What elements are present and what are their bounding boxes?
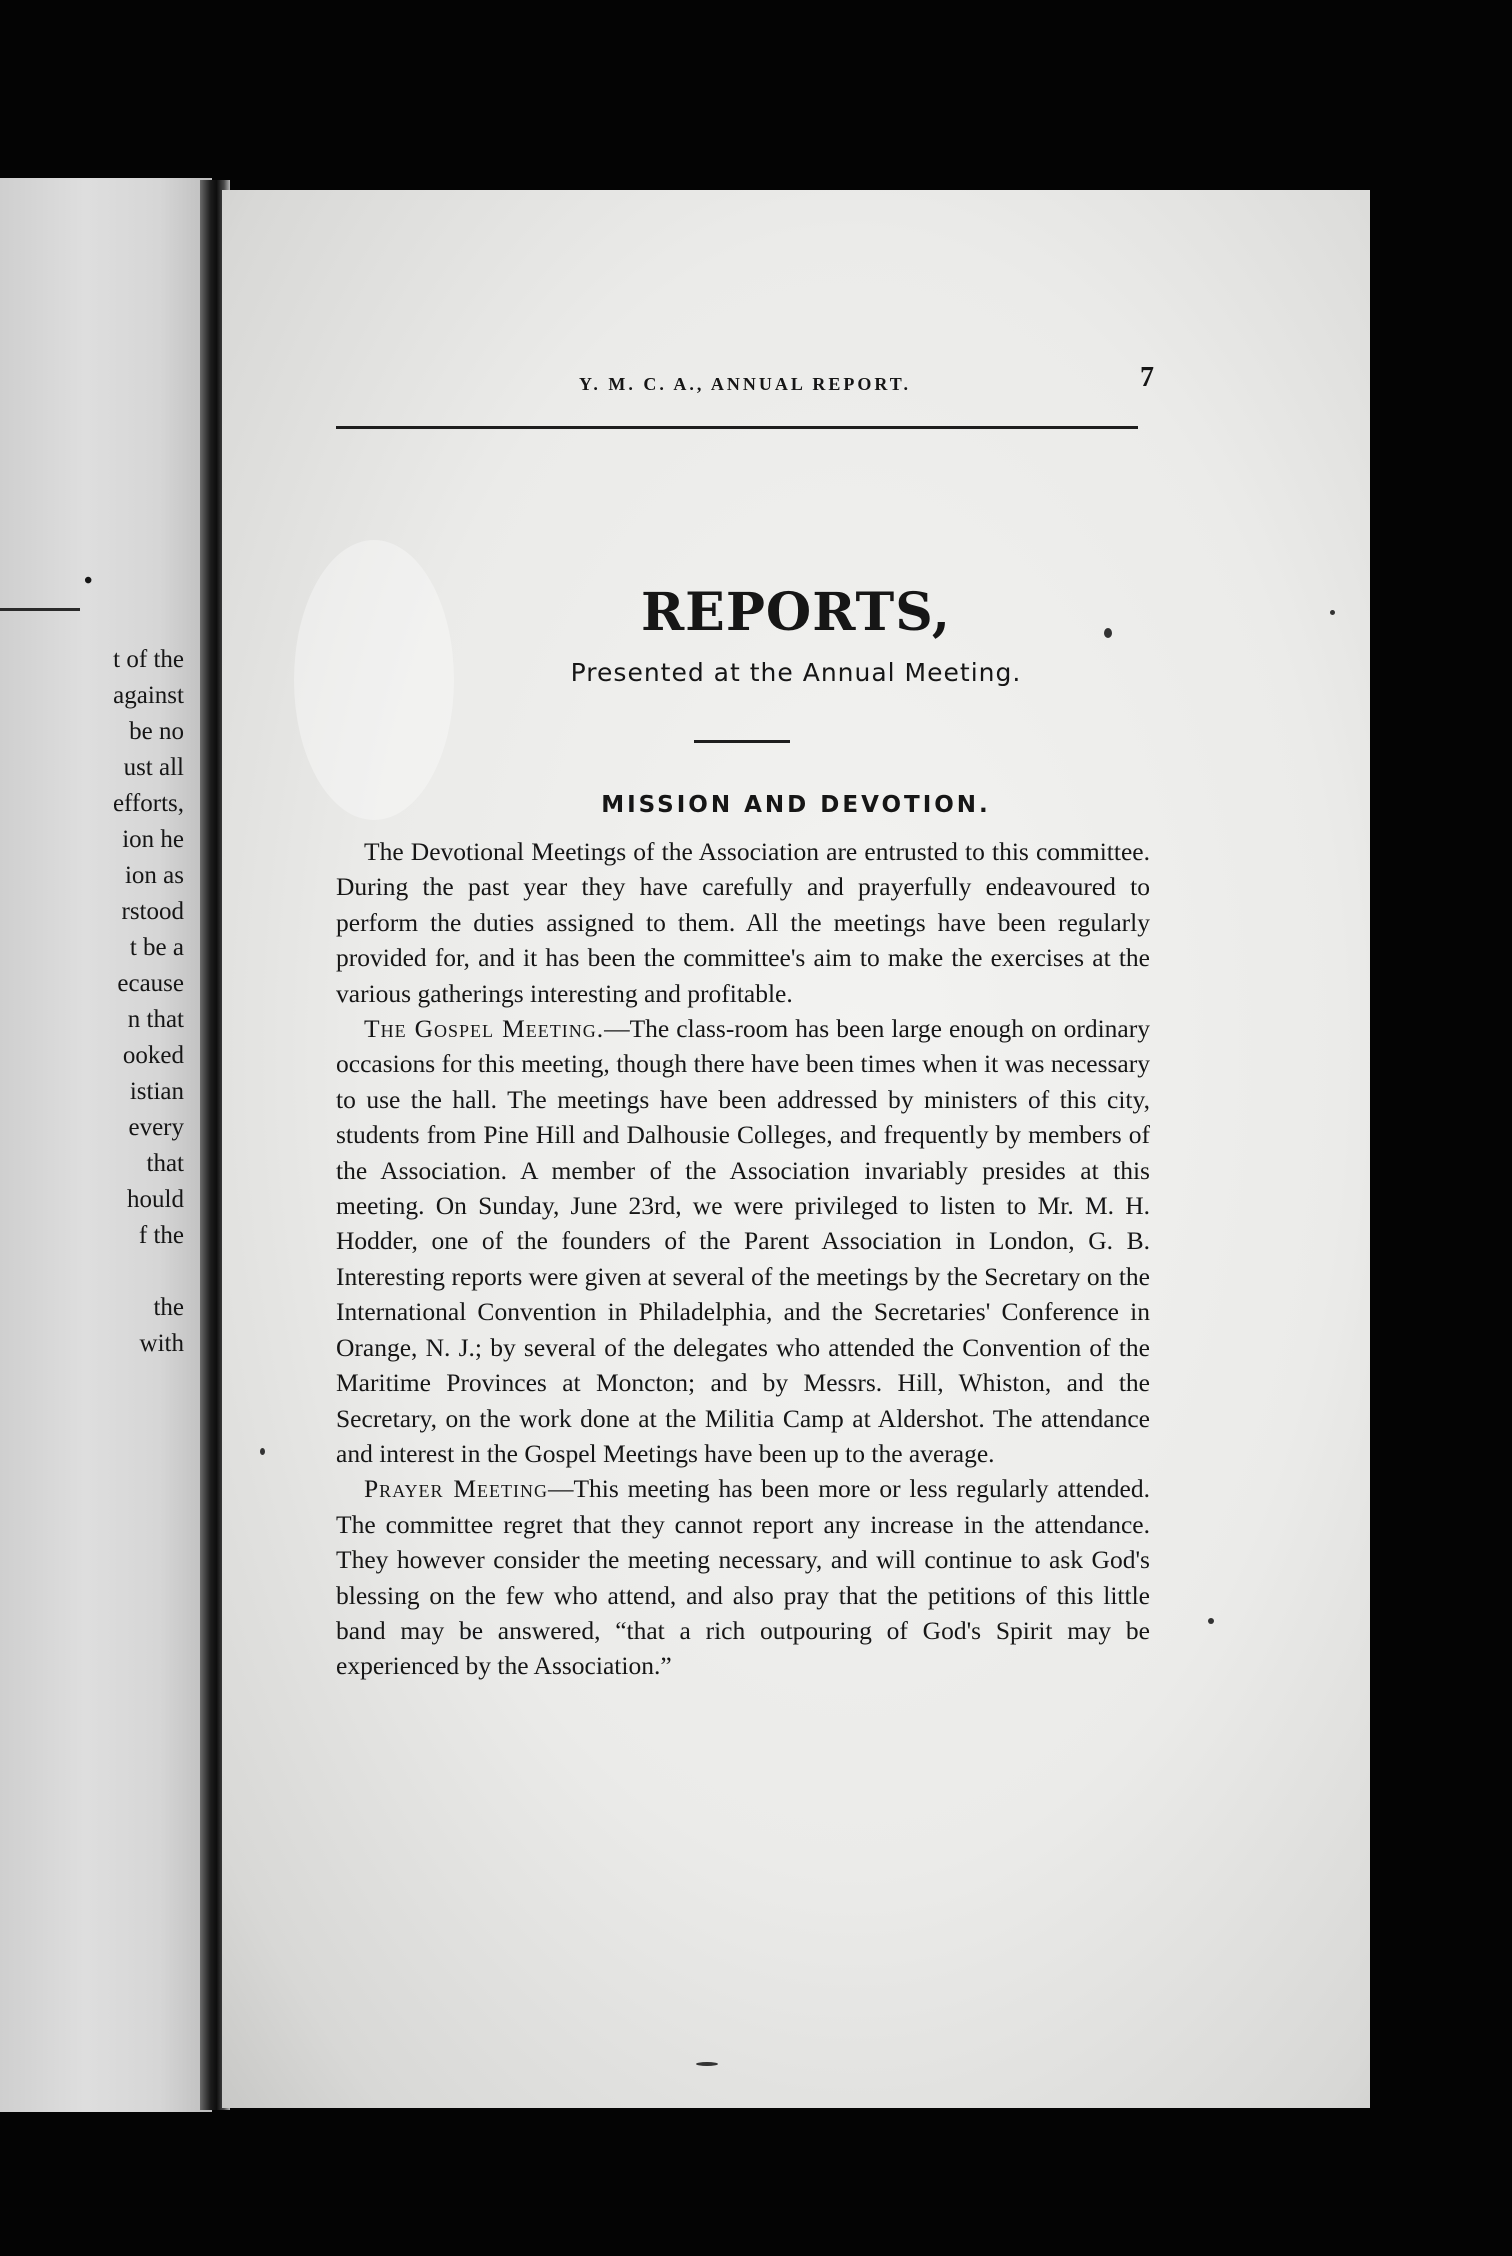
left-page-line: efforts,	[112, 790, 184, 817]
gospel-meeting-text: —The class-room has been large enough on ordinary occasions for this meeting, though there have been times when it was necessary to use the hall. The meetings have been addressed by ministers of this city, students from Pine Hill and Dalhousie Colleges, and frequently by members of the Association. A member of the Association invariably presides at this meeting. On Sunday, June 23rd, we were privileged to listen to Mr. M. H. Hodder, one of the founders of the Parent Association in London, G. B. Interesting reports were given at several of the meetings by the Secretary on the International Convention in Philadelphia, and the Secretaries' Conference in Orange, N. J.; by several of the delegates who attended the Convention of the Maritime Provinces at Moncton; and by Messrs. Hill, Whiston, and the Secretary, on the work done at the Militia Camp at Aldershot. The attendance and interest in the Gospel Meetings have been up to the average.	[336, 1014, 1150, 1468]
left-page-line: against	[113, 682, 184, 709]
left-page-line: the	[153, 1294, 184, 1321]
running-head-title: Y. M. C. A., ANNUAL REPORT.	[579, 374, 911, 394]
page-subtitle: Presented at the Annual Meeting.	[570, 658, 1022, 687]
ink-mark: •	[84, 568, 93, 594]
left-page-line: ust all	[123, 754, 184, 781]
ink-speck	[1208, 1618, 1214, 1624]
left-head-rule	[0, 608, 80, 611]
left-page-line: n that	[127, 1006, 184, 1033]
left-page-line: hould	[127, 1186, 184, 1213]
prayer-meeting-text: —This meeting has been more or less regularly attended. The committee regret that they cannot report any increase in the attendance. They however consider the meeting necessary, and will continue to ask God's blessing on the few who attend, and also pray that the petitions of this little band may be answered, “that a rich outpouring of God's Spirit may be experienced by the Association.”	[336, 1474, 1150, 1681]
left-page-line: istian	[129, 1078, 184, 1105]
left-page	[0, 178, 212, 2112]
paragraph-gospel-meeting	[336, 1011, 1150, 1471]
right-page	[222, 190, 1370, 2108]
left-page-line: t of the	[113, 646, 184, 673]
ink-speck	[260, 1448, 265, 1455]
page-number: 7	[1140, 362, 1154, 393]
left-page-line: rstood	[121, 898, 184, 925]
ink-speck	[1330, 610, 1335, 615]
paragraph-devotional-meetings: The Devotional Meetings of the Association are entrusted to this committee. During the past year they have carefully and prayerfully endeavoured to perform the duties assigned to them. All the meetings have been regularly provided for, and it has been the committee's aim to make the exercises at the various gatherings interesting and profitable.	[336, 837, 1150, 1008]
page-title: REPORTS,	[640, 582, 952, 643]
title-divider	[694, 740, 790, 743]
body-text	[336, 834, 1150, 1684]
left-page-line: ecause	[117, 970, 184, 997]
gospel-meeting-heading: The Gospel Meeting.	[364, 1014, 605, 1044]
paragraph-prayer-meeting	[336, 1471, 1150, 1683]
ink-speck	[696, 2062, 718, 2066]
left-page-line: be no	[129, 718, 184, 745]
left-page-line: ooked	[122, 1042, 184, 1069]
left-page-line: ion as	[124, 862, 184, 889]
left-page-line: every	[128, 1114, 184, 1141]
running-head	[336, 362, 1154, 414]
ink-speck	[1104, 628, 1112, 638]
left-page-line: with	[139, 1330, 184, 1357]
left-page-line: t be a	[129, 934, 184, 961]
prayer-meeting-heading: Prayer Meeting	[364, 1474, 548, 1504]
left-page-line: ion he	[122, 826, 184, 853]
running-head-rule	[336, 426, 1138, 429]
left-page-line: that	[146, 1150, 184, 1177]
left-page-line: f the	[138, 1222, 184, 1249]
section-heading: MISSION AND DEVOTION.	[601, 792, 991, 818]
